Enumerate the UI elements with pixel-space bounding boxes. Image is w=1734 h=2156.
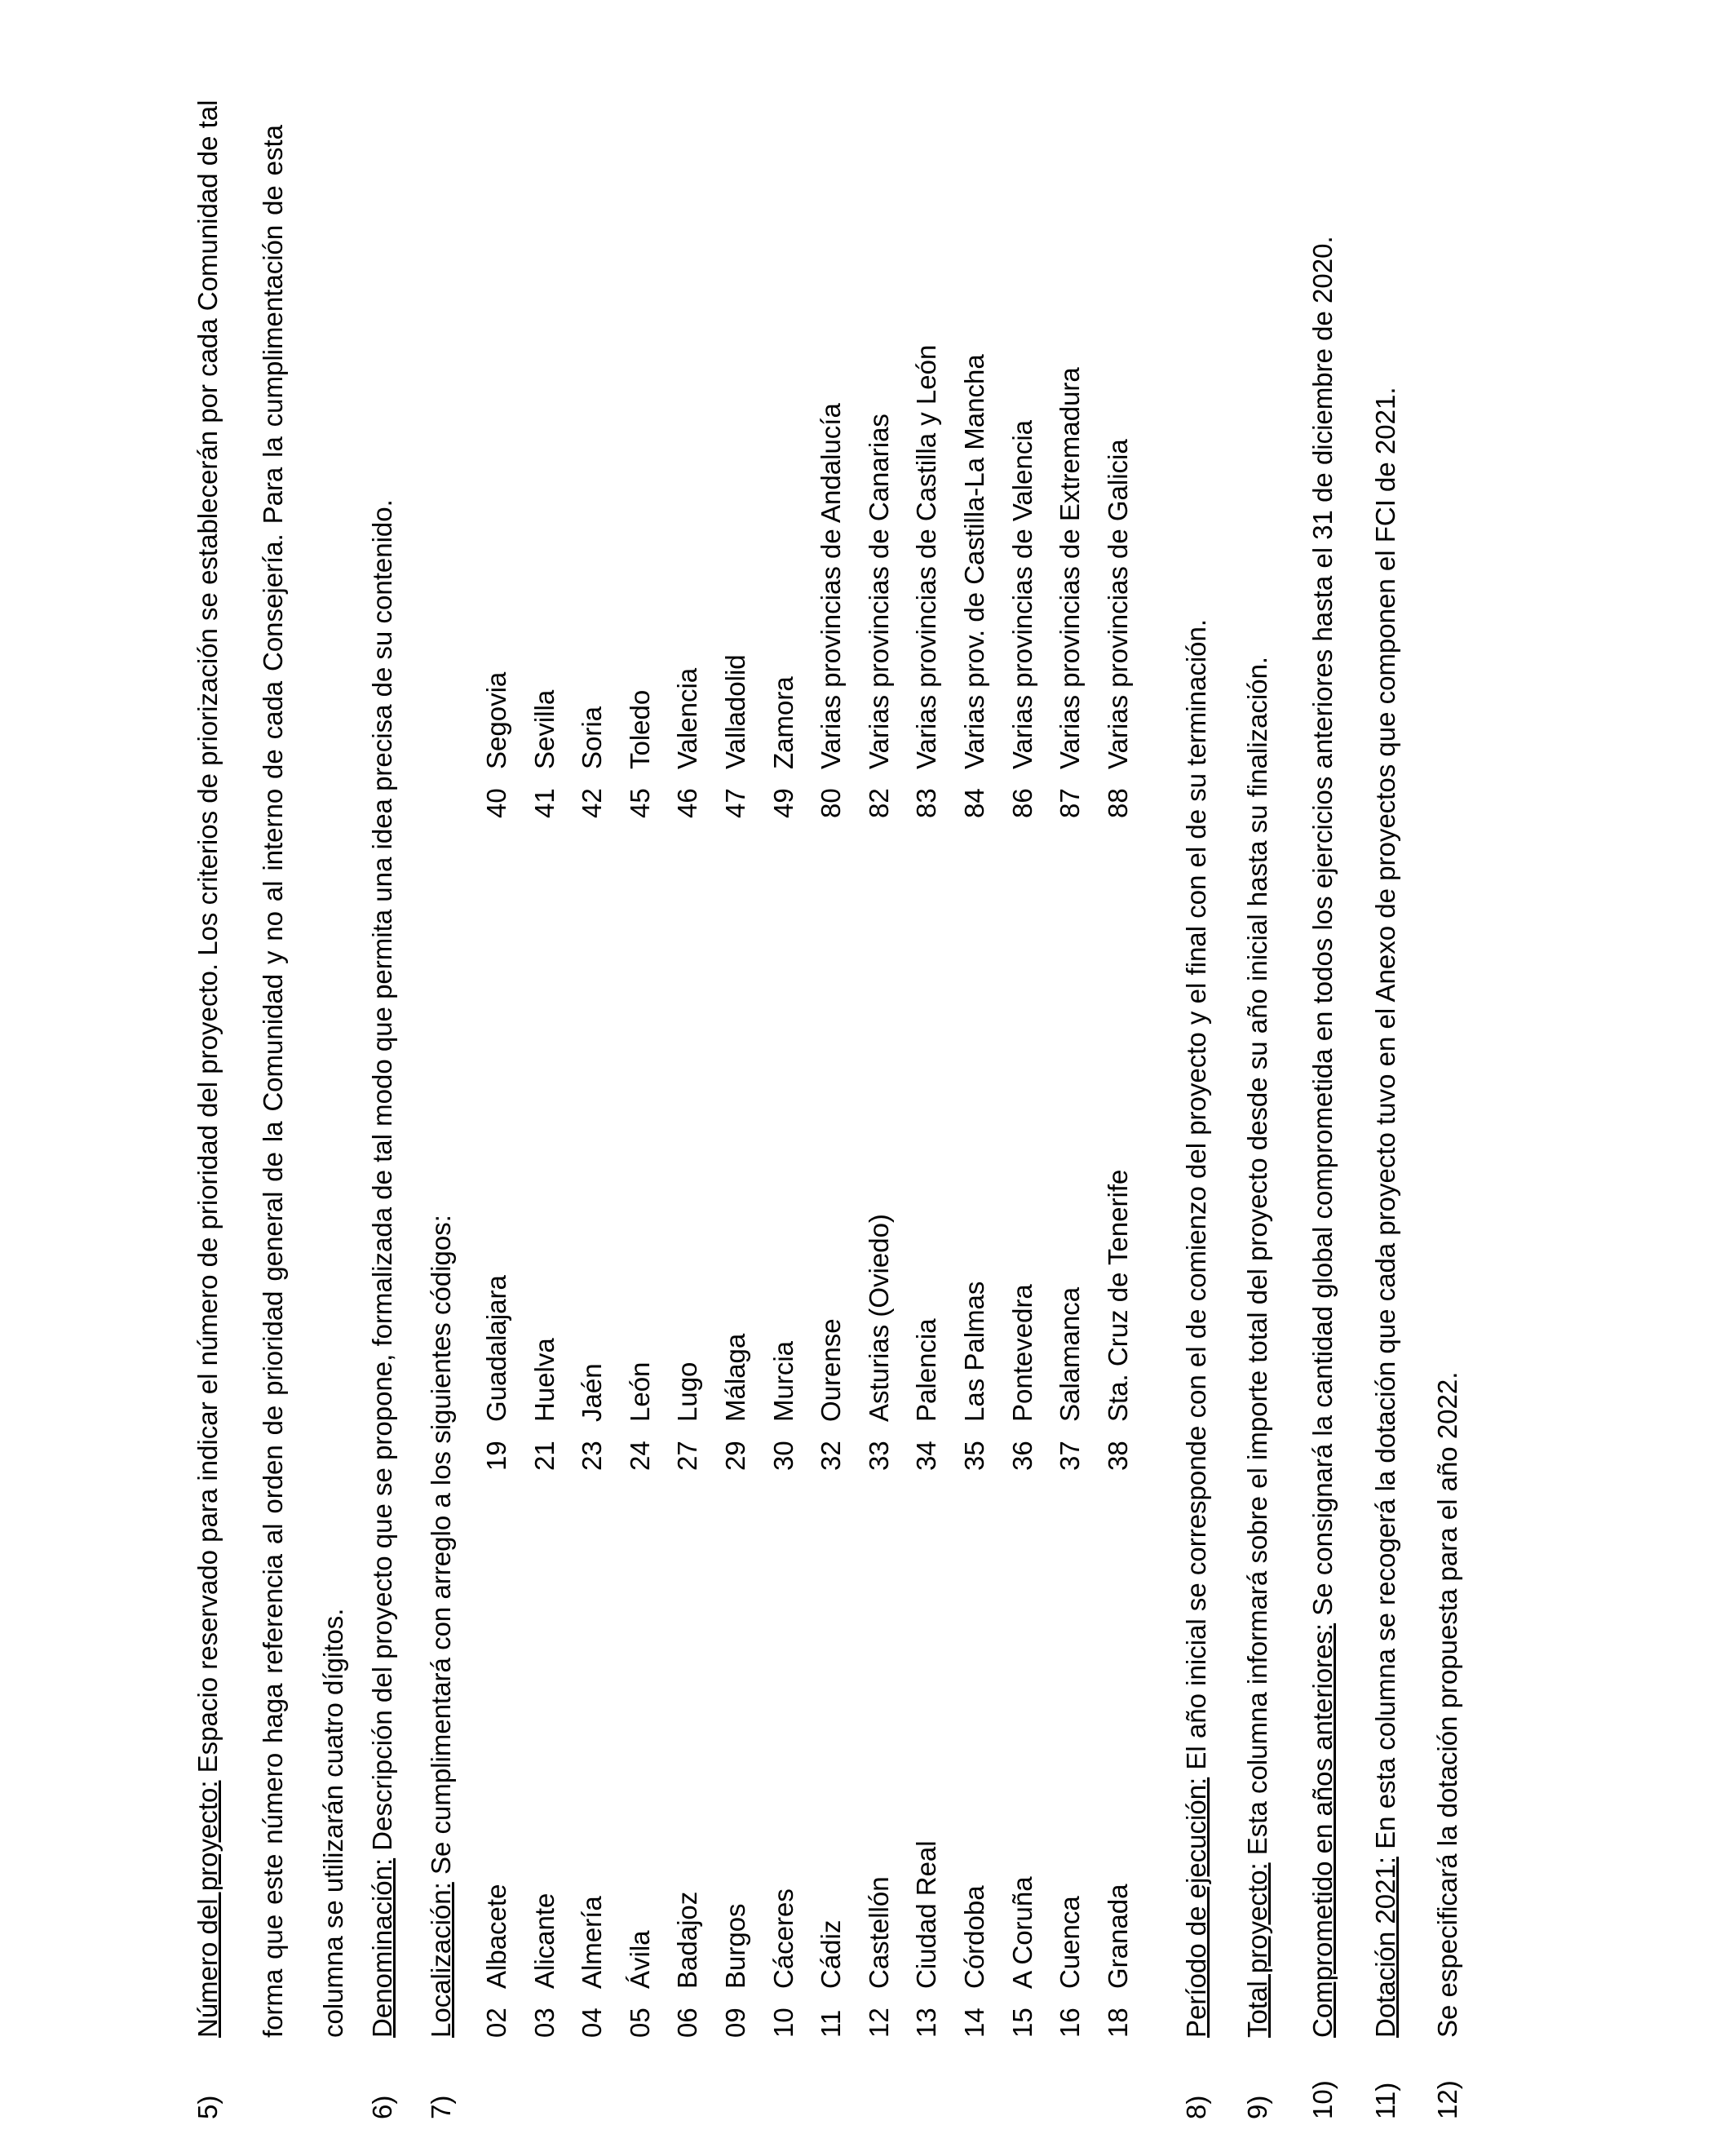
- location-code: 86: [1006, 788, 1037, 818]
- item-7-line: [427, 1215, 454, 2038]
- item-9-number: 9): [1242, 2095, 1272, 2119]
- location-name: Sevilla: [529, 689, 560, 769]
- location-name: Granada: [1102, 1884, 1133, 1989]
- item-12-line: Se especificará la dotación propuesta para el año 2022.: [1432, 1371, 1462, 2038]
- location-name: Huelva: [529, 1338, 560, 1422]
- location-code: 23: [577, 1441, 608, 1471]
- item-9-label: Total proyecto:: [1242, 1862, 1272, 2038]
- location-code: 45: [624, 788, 655, 818]
- location-name: A Coruña: [1006, 1876, 1037, 1989]
- item-8-line: [1183, 619, 1210, 2038]
- location-name: Salamanca: [1055, 1286, 1086, 1422]
- location-name: Ávila: [624, 1930, 655, 1989]
- location-code: 02: [481, 2008, 511, 2038]
- item-8-text: El año inicial se corresponde con el de comienzo del proyecto y el final con el de su terminación.: [1181, 618, 1211, 1770]
- location-name: Toledo: [624, 689, 655, 769]
- location-name: León: [624, 1361, 655, 1422]
- location-name: Varias provincias de Extremadura: [1055, 367, 1086, 769]
- location-name: Sta. Cruz de Tenerife: [1102, 1169, 1133, 1422]
- location-name: Varias provincias de Galicia: [1102, 439, 1133, 769]
- location-code: 15: [1006, 2008, 1037, 2038]
- item-11-line: [1372, 387, 1399, 2038]
- location-code: 42: [577, 788, 608, 818]
- location-code: 34: [911, 1441, 942, 1471]
- location-code: 32: [816, 1441, 847, 1471]
- item-5-line-2: forma que este número haga referencia al orden de prioridad general de la Comunidad y no al interno de cada Consejería. Para la cumplimentación de esta: [258, 125, 288, 2038]
- location-name: Ourense: [816, 1318, 847, 1422]
- location-name: Valladolid: [720, 654, 750, 769]
- location-code: 33: [863, 1441, 894, 1471]
- location-code: 16: [1055, 2008, 1086, 2038]
- location-code: 83: [911, 788, 942, 818]
- location-name: Varias provincias de Andalucía: [816, 403, 847, 769]
- item-7-number: 7): [426, 2095, 456, 2119]
- item-6-number: 6): [367, 2095, 397, 2119]
- location-name: Soria: [577, 706, 608, 769]
- location-name: Palencia: [911, 1318, 942, 1422]
- item-11-text: En esta columna se recogerá la dotación que cada proyecto tuvo en el Anexo de proyectos que componen el FCI de 2021.: [1370, 387, 1400, 1849]
- item-11-label: Dotación 2021:: [1370, 1857, 1400, 2038]
- location-code: 05: [624, 2008, 655, 2038]
- location-name: Ciudad Real: [911, 1840, 942, 1989]
- location-code: 21: [529, 1441, 560, 1471]
- location-name: Guadalajara: [481, 1275, 511, 1422]
- item-8-number: 8): [1181, 2095, 1211, 2119]
- location-code: 12: [863, 2008, 894, 2038]
- location-code: 04: [577, 2008, 608, 2038]
- location-code: 19: [481, 1441, 511, 1471]
- item-5-label: Número del proyecto:: [192, 1780, 223, 2038]
- item-10-line: [1309, 236, 1336, 2038]
- item-6-label: Denominación:: [367, 1857, 397, 2038]
- item-9-line: [1244, 657, 1271, 2038]
- location-code: 40: [481, 788, 511, 818]
- item-10-number: 10): [1307, 2080, 1338, 2119]
- location-name: Cádiz: [816, 1919, 847, 1989]
- location-code: 18: [1102, 2008, 1133, 2038]
- location-code: 13: [911, 2008, 942, 2038]
- item-5-number: 5): [192, 2095, 223, 2119]
- location-code: 30: [767, 1441, 798, 1471]
- location-code: 10: [767, 2008, 798, 2038]
- item-7-label: Localización:: [426, 1882, 456, 2038]
- item-7-text: Se cumplimentará con arreglo a los siguientes códigos:: [426, 1215, 456, 1875]
- item-11-number: 11): [1370, 2082, 1400, 2119]
- location-name: Cuenca: [1055, 1896, 1086, 1989]
- item-6-line: [369, 499, 396, 2038]
- item-12-number: 12): [1432, 2080, 1462, 2119]
- location-code: 82: [863, 788, 894, 818]
- location-name: Segovia: [481, 671, 511, 769]
- location-code: 36: [1006, 1441, 1037, 1471]
- location-code: 41: [529, 788, 560, 818]
- location-code: 11: [816, 2009, 847, 2038]
- location-code: 06: [672, 2008, 703, 2038]
- location-name: Badajoz: [672, 1891, 703, 1989]
- location-name: Asturias (Oviedo): [863, 1214, 894, 1422]
- item-5-text-1: Espacio reservado para indicar el número de prioridad del proyecto. Los criterios de priorización se establecerán por cada Comunidad de tal: [192, 100, 223, 1773]
- location-code: 35: [959, 1441, 989, 1471]
- location-name: Castellón: [863, 1876, 894, 1989]
- location-name: Córdoba: [959, 1885, 989, 1989]
- item-9-text: Esta columna informará sobre el importe total del proyecto desde su año inicial hasta su finalización.: [1242, 656, 1272, 1856]
- location-code: 27: [672, 1441, 703, 1471]
- location-name: Varias prov. de Castilla-La Mancha: [959, 354, 989, 769]
- item-10-text: Se consignará la cantidad global comprometida en todos los ejercicios anteriores hasta el 31 de diciembre de 2020.: [1307, 236, 1338, 1616]
- location-code: 47: [720, 788, 750, 818]
- location-name: Cáceres: [767, 1888, 798, 1989]
- location-code: 24: [624, 1441, 655, 1471]
- location-code: 46: [672, 788, 703, 818]
- item-5-line-1: [192, 100, 223, 2038]
- location-code: 29: [720, 1441, 750, 1471]
- location-code: 84: [959, 788, 989, 818]
- location-name: Varias provincias de Canarias: [863, 414, 894, 769]
- location-name: Alicante: [529, 1893, 560, 1989]
- location-name: Pontevedra: [1006, 1284, 1037, 1422]
- location-name: Varias provincias de Castilla y León: [911, 344, 942, 769]
- location-name: Málaga: [720, 1333, 750, 1422]
- location-name: Albacete: [481, 1884, 511, 1989]
- location-name: Lugo: [672, 1361, 703, 1422]
- location-code: 37: [1055, 1441, 1086, 1471]
- location-name: Valencia: [672, 667, 703, 769]
- location-code: 03: [529, 2008, 560, 2038]
- item-6-text: Descripción del proyecto que se propone, formalizada de tal modo que permita una idea precisa de su contenido.: [367, 499, 397, 1851]
- location-code: 38: [1102, 1441, 1133, 1471]
- location-name: Murcia: [767, 1340, 798, 1422]
- location-name: Burgos: [720, 1903, 750, 1989]
- item-10-label: Comprometido en años anteriores:: [1307, 1623, 1338, 2038]
- location-name: Varias provincias de Valencia: [1006, 419, 1037, 769]
- location-code: 88: [1102, 788, 1133, 818]
- location-name: Jaén: [577, 1363, 608, 1422]
- location-code: 49: [767, 788, 798, 818]
- location-code: 14: [959, 2008, 989, 2038]
- location-code: 87: [1055, 788, 1086, 818]
- location-name: Las Palmas: [959, 1281, 989, 1422]
- item-8-label: Período de ejecución:: [1181, 1777, 1211, 2038]
- location-name: Almería: [577, 1896, 608, 1989]
- location-name: Zamora: [767, 676, 798, 769]
- item-5-line-3: columna se utilizarán cuatro dígitos.: [318, 1608, 348, 2038]
- location-code: 09: [720, 2008, 750, 2038]
- location-code: 80: [816, 788, 847, 818]
